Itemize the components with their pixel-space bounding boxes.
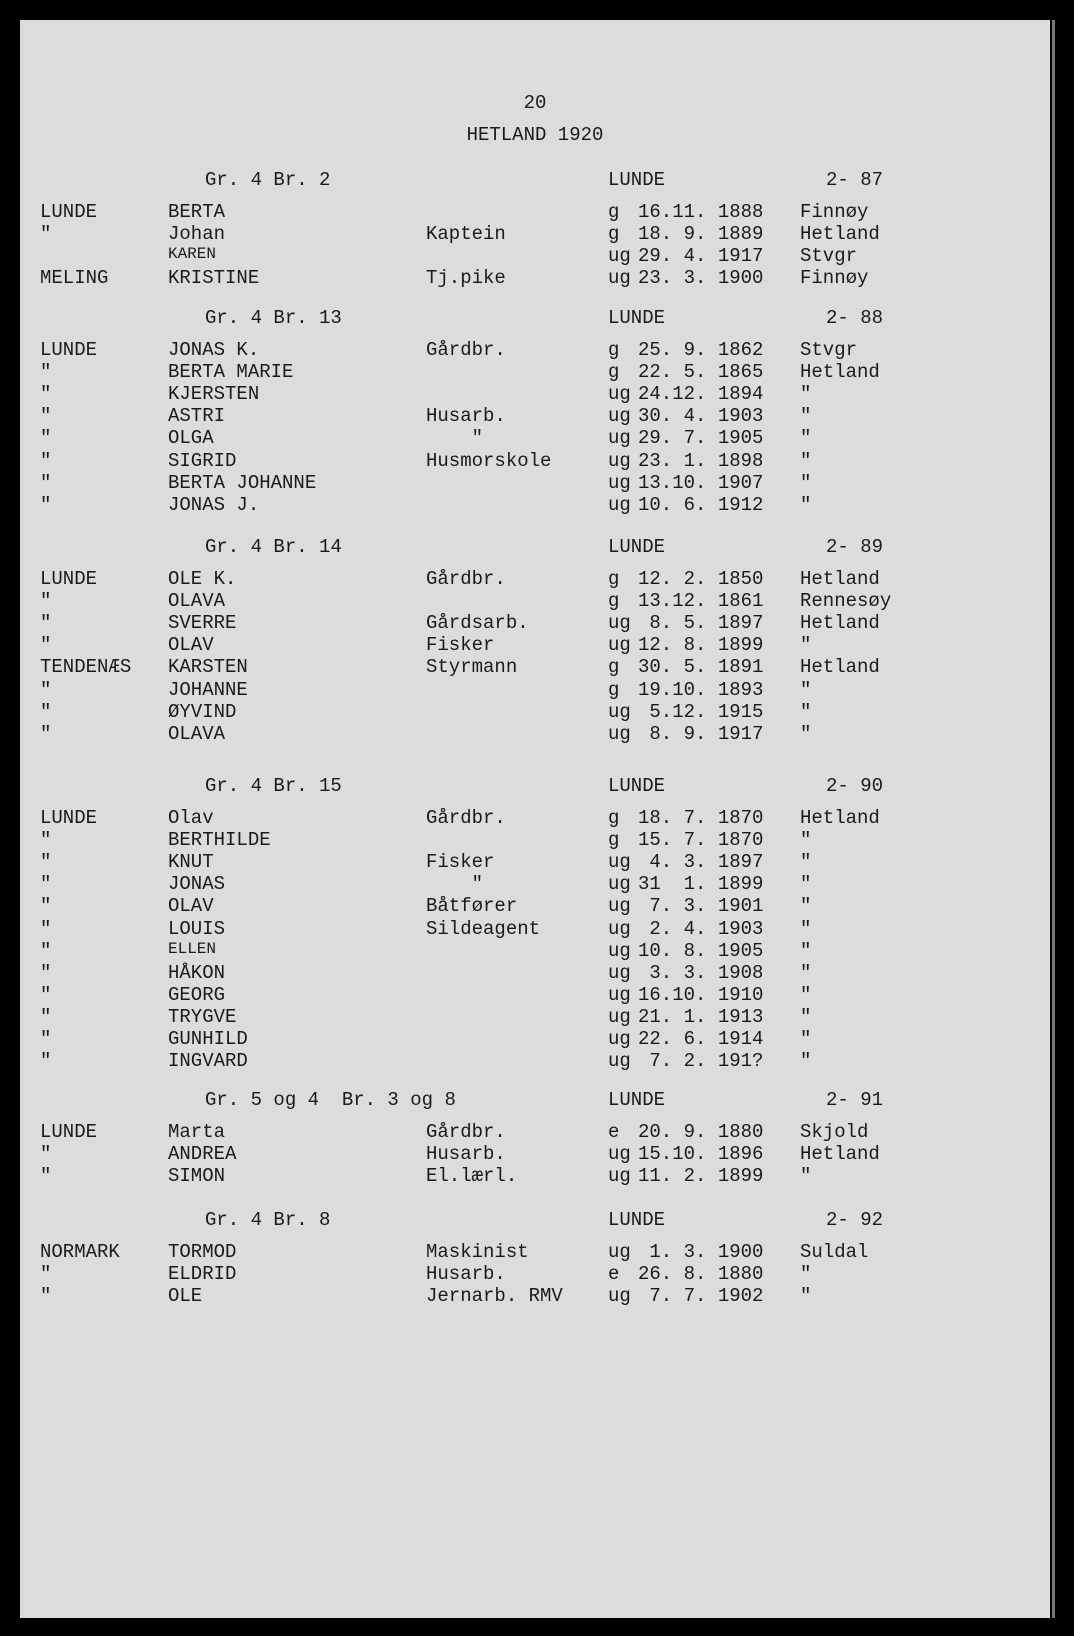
given-name: OLGA — [168, 427, 214, 450]
marital-status: ug — [608, 1241, 631, 1263]
birth-place: " — [800, 1050, 812, 1073]
occupation: Fisker — [426, 634, 495, 657]
birth-place: Stvgr — [800, 339, 858, 361]
marital-status: g — [608, 590, 620, 613]
surname: LUNDE — [40, 339, 98, 361]
given-name: OLAVA — [168, 590, 226, 613]
household-number: 2- 90 — [826, 775, 884, 797]
birth-place: " — [800, 471, 812, 494]
birth-date: 5.12. 1915 — [638, 700, 764, 723]
surname: " — [40, 722, 52, 745]
surname: " — [40, 1285, 52, 1308]
person-row — [20, 873, 1050, 895]
person-row — [20, 851, 1050, 873]
marital-status: ug — [608, 1165, 631, 1188]
person-row — [20, 472, 1050, 494]
surname: " — [40, 361, 52, 384]
marital-status: g — [608, 807, 620, 829]
surname: " — [40, 1050, 52, 1073]
given-name: KNUT — [168, 851, 214, 874]
birth-date: 1. 3. 1900 — [638, 1241, 764, 1263]
household-number: 2- 89 — [826, 536, 884, 558]
surname: " — [40, 873, 52, 896]
surname: " — [40, 829, 52, 852]
person-row — [20, 267, 1050, 289]
given-name: JONAS — [168, 873, 226, 896]
given-name: OLAV — [168, 895, 214, 918]
given-name: GUNHILD — [168, 1028, 248, 1050]
marital-status: ug — [608, 245, 631, 268]
surname: TENDENÆS — [40, 656, 132, 679]
person-row — [20, 339, 1050, 361]
birth-place: Hetland — [800, 807, 880, 829]
person-row — [20, 1050, 1050, 1072]
birth-place: " — [800, 829, 812, 852]
marital-status: ug — [608, 939, 631, 962]
surname: " — [40, 1143, 52, 1166]
person-row — [20, 568, 1050, 590]
birth-date: 22. 6. 1914 — [638, 1028, 764, 1050]
surname: " — [40, 493, 52, 516]
surname: " — [40, 223, 52, 246]
given-name: HÅKON — [168, 961, 226, 984]
marital-status: ug — [608, 700, 631, 723]
person-row — [20, 1006, 1050, 1028]
person-row — [20, 723, 1050, 745]
surname: " — [40, 383, 52, 406]
given-name: OLAV — [168, 634, 214, 657]
birth-date: 10. 6. 1912 — [638, 493, 764, 516]
surname: MELING — [40, 267, 109, 290]
person-row — [20, 612, 1050, 634]
birth-date: 23. 1. 1898 — [638, 449, 764, 472]
household-number: 2- 91 — [826, 1089, 884, 1111]
given-name: OLE K. — [168, 568, 237, 590]
occupation: Gårdsarb. — [426, 612, 529, 635]
birth-place: " — [800, 1165, 812, 1188]
surname: " — [40, 1005, 52, 1028]
birth-place: " — [800, 895, 812, 918]
birth-date: 8. 5. 1897 — [638, 612, 764, 635]
marital-status: ug — [608, 1005, 631, 1028]
given-name: SVERRE — [168, 612, 237, 635]
birth-date: 8. 9. 1917 — [638, 722, 764, 745]
given-name: ELLEN — [168, 939, 217, 958]
group-header — [20, 1089, 1050, 1111]
birth-place: " — [800, 851, 812, 874]
person-row — [20, 427, 1050, 449]
birth-place: " — [800, 405, 812, 428]
marital-status: g — [608, 829, 620, 852]
birth-place: " — [800, 939, 812, 962]
birth-place: Hetland — [800, 656, 880, 679]
birth-place: " — [800, 427, 812, 450]
birth-place: " — [800, 722, 812, 745]
person-row — [20, 1143, 1050, 1165]
given-name: BERTA JOHANNE — [168, 471, 317, 494]
occupation: El.lærl. — [426, 1165, 518, 1188]
marital-status: ug — [608, 1143, 631, 1166]
occupation: " — [426, 873, 484, 896]
person-row — [20, 1028, 1050, 1050]
birth-place: " — [800, 1005, 812, 1028]
occupation: Gårdbr. — [426, 568, 506, 590]
given-name: Marta — [168, 1121, 226, 1143]
birth-date: 31 1. 1899 — [638, 873, 764, 896]
birth-date: 30. 5. 1891 — [638, 656, 764, 679]
birth-date: 30. 4. 1903 — [638, 405, 764, 428]
surname: " — [40, 851, 52, 874]
birth-place: " — [800, 678, 812, 701]
marital-status: ug — [608, 983, 631, 1006]
group-reference: Gr. 4 Br. 13 — [205, 307, 342, 329]
given-name: KRISTINE — [168, 267, 260, 290]
marital-status: ug — [608, 722, 631, 745]
surname: " — [40, 1028, 52, 1050]
birth-place: " — [800, 873, 812, 896]
given-name: TORMOD — [168, 1241, 237, 1263]
birth-place: " — [800, 917, 812, 940]
occupation: Gårdbr. — [426, 339, 506, 361]
birth-date: 7. 2. 191? — [638, 1050, 764, 1073]
birth-place: " — [800, 449, 812, 472]
farm-name: LUNDE — [608, 775, 666, 797]
given-name: ØYVIND — [168, 700, 237, 723]
marital-status: g — [608, 339, 620, 361]
person-row — [20, 361, 1050, 383]
birth-date: 18. 7. 1870 — [638, 807, 764, 829]
birth-date: 20. 9. 1880 — [638, 1121, 764, 1143]
marital-status: e — [608, 1263, 620, 1286]
birth-place: Stvgr — [800, 245, 858, 268]
person-row — [20, 450, 1050, 472]
group-header — [20, 536, 1050, 558]
birth-place: " — [800, 1263, 812, 1286]
birth-date: 19.10. 1893 — [638, 678, 764, 701]
person-row — [20, 590, 1050, 612]
given-name: ELDRID — [168, 1263, 237, 1286]
given-name: TRYGVE — [168, 1005, 237, 1028]
birth-date: 24.12. 1894 — [638, 383, 764, 406]
birth-place: Finnøy — [800, 267, 869, 290]
farm-name: LUNDE — [608, 1089, 666, 1111]
marital-status: ug — [608, 612, 631, 635]
occupation: Sildeagent — [426, 917, 541, 940]
surname: NORMARK — [40, 1241, 120, 1263]
birth-date: 12. 8. 1899 — [638, 634, 764, 657]
birth-place: Hetland — [800, 223, 880, 246]
person-row — [20, 201, 1050, 223]
birth-date: 15. 7. 1870 — [638, 829, 764, 852]
birth-place: Skjold — [800, 1121, 869, 1143]
marital-status: ug — [608, 449, 631, 472]
birth-place: " — [800, 1028, 812, 1050]
person-row — [20, 656, 1050, 678]
birth-date: 13.10. 1907 — [638, 471, 764, 494]
birth-date: 29. 7. 1905 — [638, 427, 764, 450]
person-row — [20, 634, 1050, 656]
person-row — [20, 962, 1050, 984]
birth-date: 11. 2. 1899 — [638, 1165, 764, 1188]
surname: LUNDE — [40, 201, 98, 223]
marital-status: g — [608, 678, 620, 701]
marital-status: ug — [608, 961, 631, 984]
birth-place: " — [800, 700, 812, 723]
given-name: KAREN — [168, 245, 217, 264]
given-name: OLE — [168, 1285, 203, 1308]
group-header — [20, 307, 1050, 329]
occupation: Båtfører — [426, 895, 518, 918]
surname: " — [40, 678, 52, 701]
group-reference: Gr. 4 Br. 8 — [205, 1209, 331, 1231]
surname: " — [40, 961, 52, 984]
farm-name: LUNDE — [608, 1209, 666, 1231]
birth-date: 3. 3. 1908 — [638, 961, 764, 984]
birth-place: Finnøy — [800, 201, 869, 223]
person-row — [20, 1165, 1050, 1187]
marital-status: g — [608, 361, 620, 384]
occupation: Husarb. — [426, 1263, 506, 1286]
occupation: Maskinist — [426, 1241, 529, 1263]
given-name: SIMON — [168, 1165, 226, 1188]
birth-date: 15.10. 1896 — [638, 1143, 764, 1166]
birth-place: Suldal — [800, 1241, 869, 1263]
birth-date: 25. 9. 1862 — [638, 339, 764, 361]
occupation: " — [426, 427, 484, 450]
given-name: OLAVA — [168, 722, 226, 745]
birth-place: " — [800, 983, 812, 1006]
person-row — [20, 223, 1050, 245]
birth-date: 16.11. 1888 — [638, 201, 764, 223]
occupation: Gårdbr. — [426, 1121, 506, 1143]
surname: " — [40, 917, 52, 940]
occupation: Tj.pike — [426, 267, 506, 290]
marital-status: ug — [608, 851, 631, 874]
given-name: BERTA — [168, 201, 226, 223]
given-name: KJERSTEN — [168, 383, 260, 406]
surname: " — [40, 895, 52, 918]
birth-date: 2. 4. 1903 — [638, 917, 764, 940]
marital-status: ug — [608, 267, 631, 290]
given-name: KARSTEN — [168, 656, 248, 679]
farm-name: LUNDE — [608, 307, 666, 329]
given-name: Olav — [168, 807, 214, 829]
person-row — [20, 383, 1050, 405]
birth-date: 26. 8. 1880 — [638, 1263, 764, 1286]
marital-status: ug — [608, 873, 631, 896]
marital-status: g — [608, 223, 620, 246]
birth-date: 10. 8. 1905 — [638, 939, 764, 962]
birth-date: 21. 1. 1913 — [638, 1005, 764, 1028]
given-name: BERTHILDE — [168, 829, 271, 852]
person-row — [20, 679, 1050, 701]
person-row — [20, 895, 1050, 917]
birth-place: " — [800, 1285, 812, 1308]
marital-status: ug — [608, 1285, 631, 1308]
person-row — [20, 494, 1050, 516]
group-reference: Gr. 4 Br. 15 — [205, 775, 342, 797]
surname: " — [40, 1165, 52, 1188]
person-row — [20, 1263, 1050, 1285]
birth-date: 16.10. 1910 — [638, 983, 764, 1006]
birth-date: 12. 2. 1850 — [638, 568, 764, 590]
marital-status: ug — [608, 405, 631, 428]
household-number: 2- 92 — [826, 1209, 884, 1231]
birth-place: Rennesøy — [800, 590, 892, 613]
person-row — [20, 940, 1050, 962]
person-row — [20, 405, 1050, 427]
marital-status: ug — [608, 895, 631, 918]
surname: " — [40, 405, 52, 428]
surname: LUNDE — [40, 568, 98, 590]
marital-status: ug — [608, 634, 631, 657]
birth-date: 22. 5. 1865 — [638, 361, 764, 384]
given-name: JONAS J. — [168, 493, 260, 516]
birth-place: Hetland — [800, 612, 880, 635]
marital-status: ug — [608, 427, 631, 450]
surname: " — [40, 612, 52, 635]
group-reference: Gr. 4 Br. 14 — [205, 536, 342, 558]
given-name: BERTA MARIE — [168, 361, 294, 384]
occupation: Husarb. — [426, 1143, 506, 1166]
household-number: 2- 87 — [826, 169, 884, 191]
occupation: Jernarb. RMV — [426, 1285, 563, 1308]
group-header — [20, 1209, 1050, 1231]
group-reference: Gr. 4 Br. 2 — [205, 169, 331, 191]
person-row — [20, 807, 1050, 829]
group-reference: Gr. 5 og 4 Br. 3 og 8 — [205, 1089, 456, 1111]
surname: " — [40, 1263, 52, 1286]
birth-place: " — [800, 493, 812, 516]
marital-status: ug — [608, 917, 631, 940]
occupation: Kaptein — [426, 223, 506, 246]
group-header — [20, 775, 1050, 797]
given-name: INGVARD — [168, 1050, 248, 1073]
birth-place: " — [800, 961, 812, 984]
surname: " — [40, 983, 52, 1006]
page-edge — [1052, 20, 1055, 1618]
given-name: ASTRI — [168, 405, 226, 428]
person-row — [20, 1285, 1050, 1307]
birth-place: Hetland — [800, 1143, 880, 1166]
surname: " — [40, 471, 52, 494]
occupation: Gårdbr. — [426, 807, 506, 829]
surname: LUNDE — [40, 1121, 98, 1143]
given-name: JOHANNE — [168, 678, 248, 701]
birth-date: 18. 9. 1889 — [638, 223, 764, 246]
farm-name: LUNDE — [608, 536, 666, 558]
birth-place: " — [800, 634, 812, 657]
person-row — [20, 245, 1050, 267]
birth-date: 7. 7. 1902 — [638, 1285, 764, 1308]
marital-status: e — [608, 1121, 620, 1143]
person-row — [20, 984, 1050, 1006]
occupation: Husmorskole — [426, 449, 552, 472]
person-row — [20, 918, 1050, 940]
page-number: 20 — [523, 92, 547, 114]
document-page — [20, 20, 1050, 1618]
marital-status: ug — [608, 1050, 631, 1073]
farm-name: LUNDE — [608, 169, 666, 191]
group-header — [20, 169, 1050, 191]
marital-status: ug — [608, 493, 631, 516]
given-name: GEORG — [168, 983, 226, 1006]
surname: " — [40, 939, 52, 962]
page-title: HETLAND 1920 — [466, 124, 604, 146]
title-line — [20, 124, 1050, 146]
birth-date: 23. 3. 1900 — [638, 267, 764, 290]
birth-place: Hetland — [800, 568, 880, 590]
marital-status: ug — [608, 471, 631, 494]
surname: " — [40, 700, 52, 723]
household-number: 2- 88 — [826, 307, 884, 329]
birth-date: 13.12. 1861 — [638, 590, 764, 613]
birth-date: 29. 4. 1917 — [638, 245, 764, 268]
page-number-line — [20, 92, 1050, 114]
marital-status: ug — [608, 1028, 631, 1050]
occupation: Styrmann — [426, 656, 518, 679]
marital-status: g — [608, 568, 620, 590]
surname: " — [40, 590, 52, 613]
surname: " — [40, 634, 52, 657]
birth-place: " — [800, 383, 812, 406]
given-name: SIGRID — [168, 449, 237, 472]
marital-status: g — [608, 656, 620, 679]
marital-status: ug — [608, 383, 631, 406]
surname: " — [40, 449, 52, 472]
birth-place: Hetland — [800, 361, 880, 384]
person-row — [20, 701, 1050, 723]
occupation: Husarb. — [426, 405, 506, 428]
surname: " — [40, 427, 52, 450]
person-row — [20, 1241, 1050, 1263]
person-row — [20, 829, 1050, 851]
occupation: Fisker — [426, 851, 495, 874]
given-name: Johan — [168, 223, 226, 246]
surname: LUNDE — [40, 807, 98, 829]
given-name: JONAS K. — [168, 339, 260, 361]
given-name: ANDREA — [168, 1143, 237, 1166]
birth-date: 7. 3. 1901 — [638, 895, 764, 918]
person-row — [20, 1121, 1050, 1143]
given-name: LOUIS — [168, 917, 226, 940]
birth-date: 4. 3. 1897 — [638, 851, 764, 874]
marital-status: g — [608, 201, 620, 223]
